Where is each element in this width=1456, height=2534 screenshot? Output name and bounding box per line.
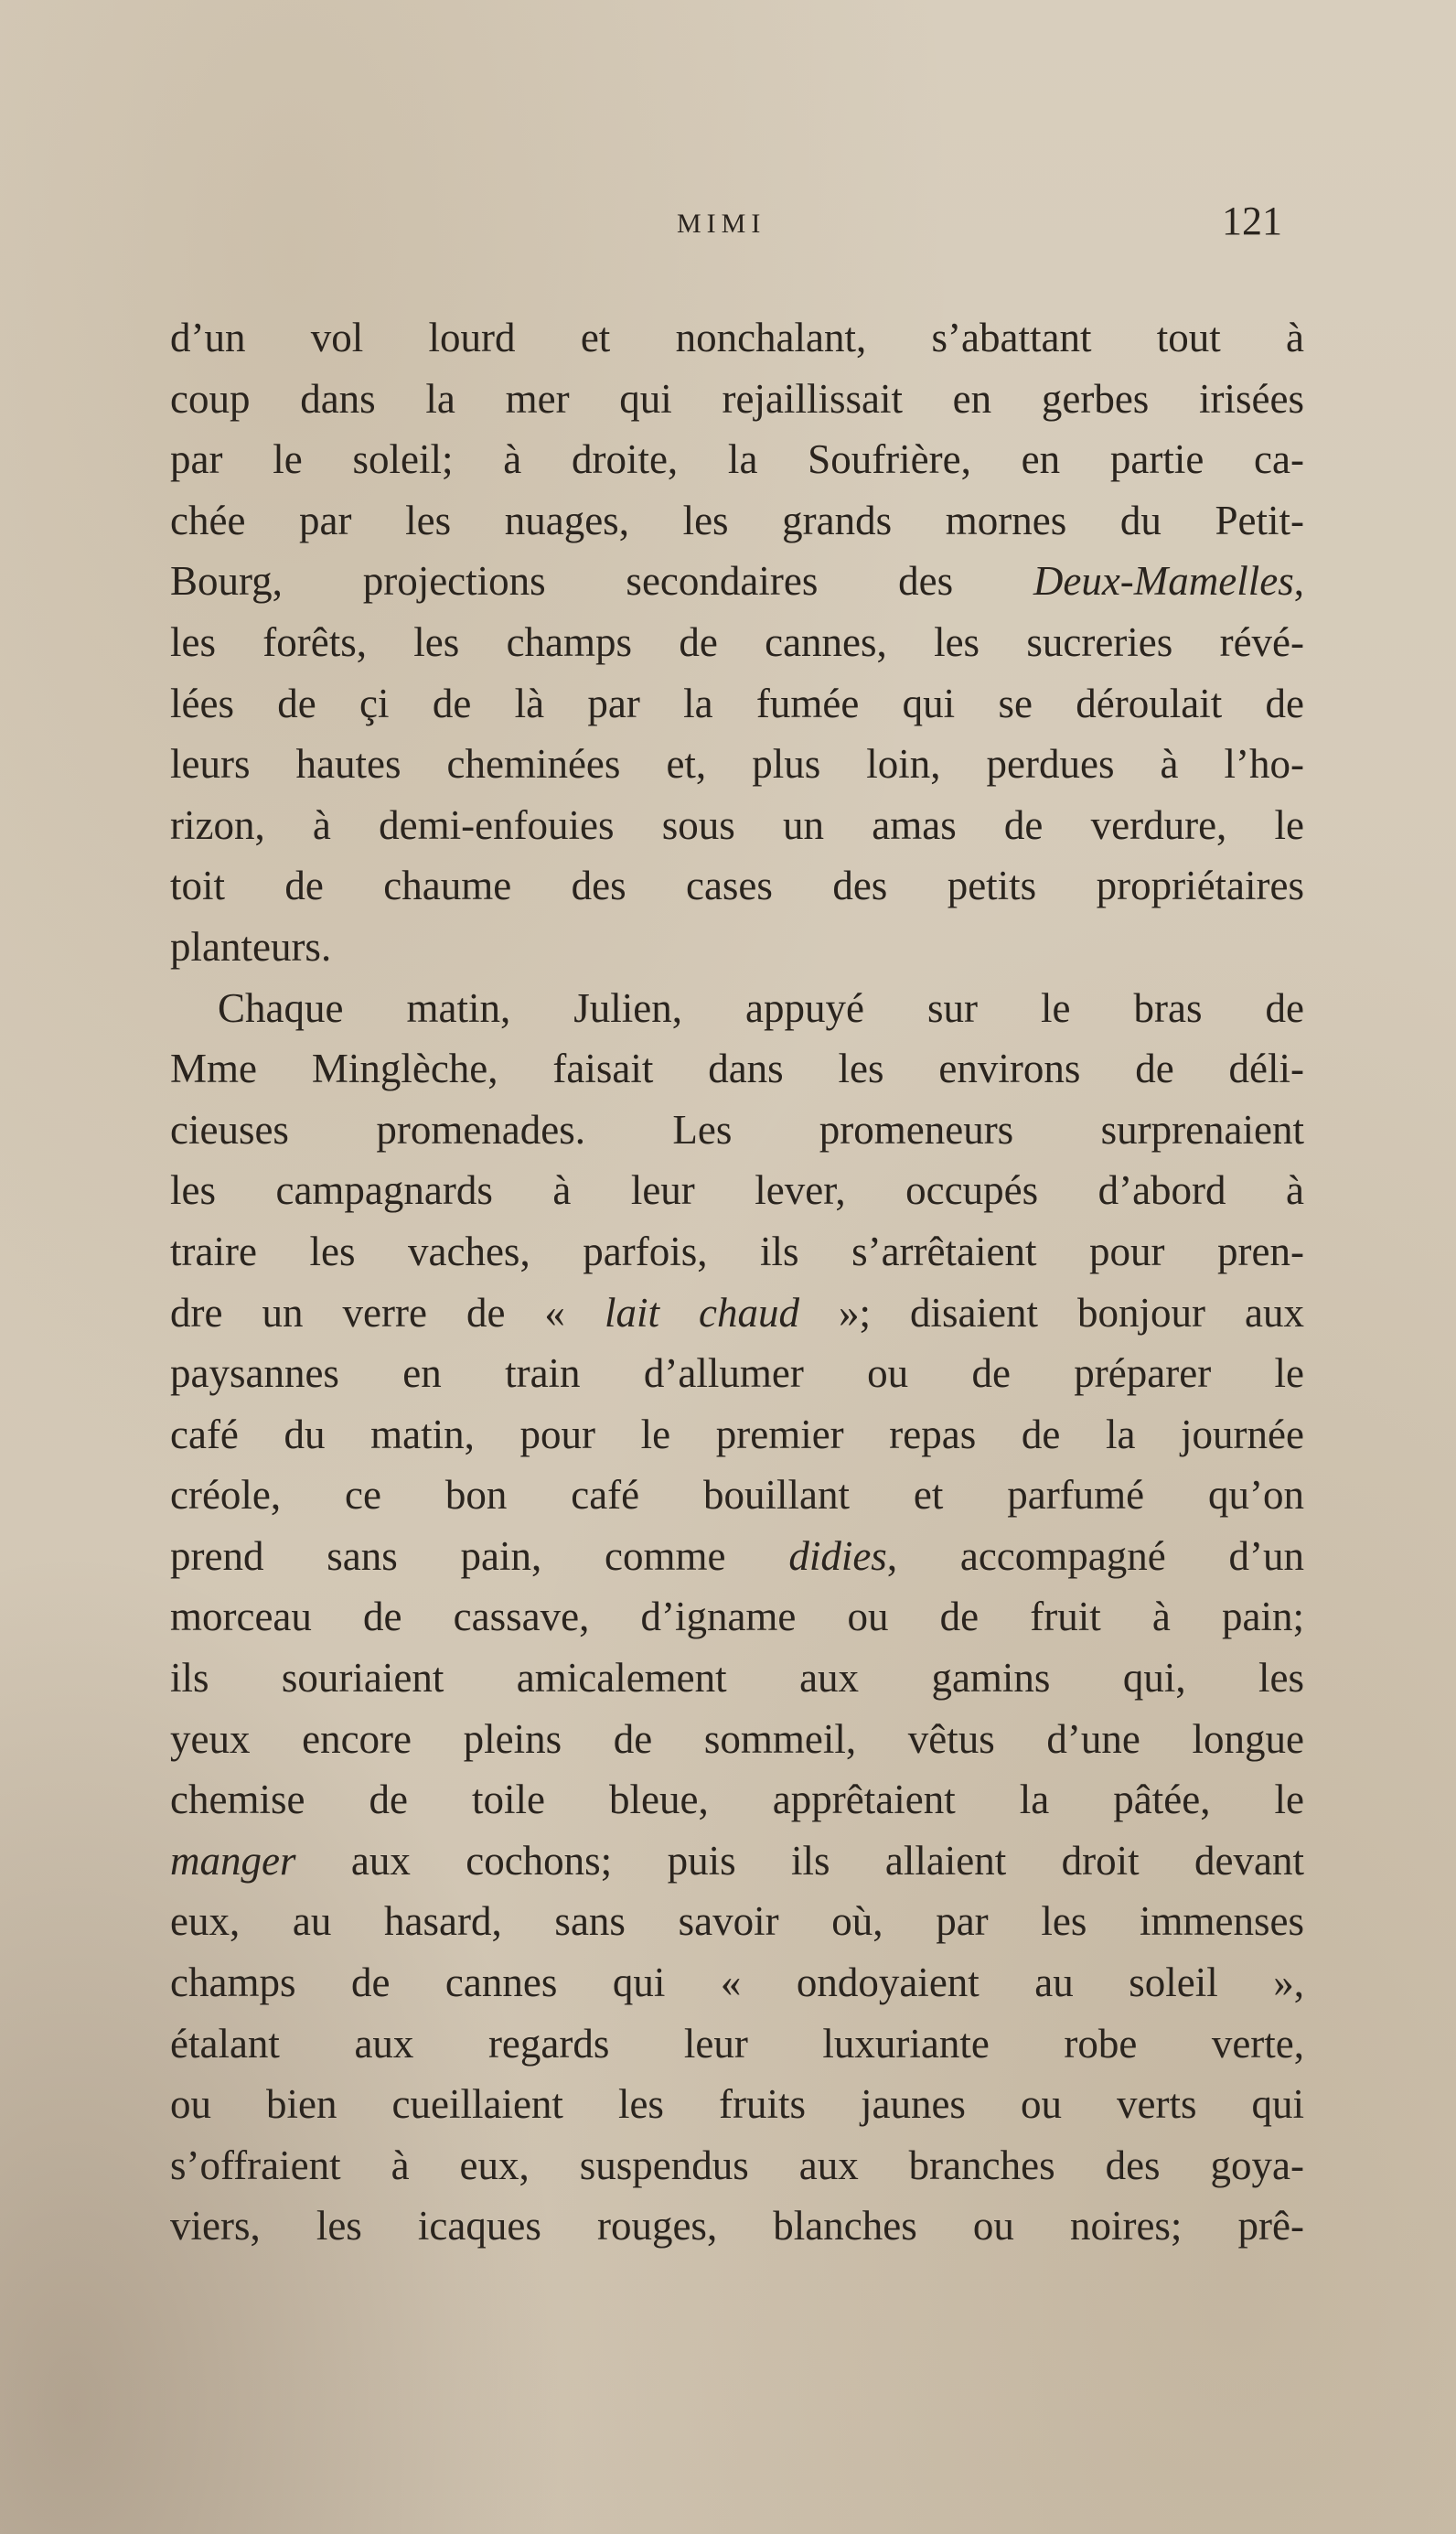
- text-line: [170, 1221, 1304, 1283]
- text-segment: étalant aux regards leur luxuriante robe verte,: [170, 2020, 1304, 2067]
- text-line: [170, 1952, 1304, 2013]
- text-segment: »; disaient bonjour aux: [798, 1289, 1305, 1336]
- text-line: [170, 795, 1304, 856]
- text-line: [170, 612, 1304, 673]
- page-number: 121: [1222, 199, 1282, 243]
- text-segment: chée par les nuages, les grands mornes du Petit-: [170, 497, 1304, 543]
- text-segment: morceau de cassave, d’igname ou de fruit à pain;: [170, 1594, 1304, 1640]
- text-segment: eux, au hasard, sans savoir où, par les immenses: [170, 1898, 1304, 1945]
- text-segment: , accompagné d’un: [886, 1532, 1304, 1579]
- running-head: [0, 199, 1456, 258]
- text-segment: aux cochons; puis ils allaient droit devant: [295, 1837, 1304, 1884]
- text-line: [170, 307, 1304, 369]
- text-line: [170, 429, 1304, 490]
- italic-text: didies: [788, 1532, 887, 1579]
- text-segment: d’un vol lourd et nonchalant, s’abattant tout à: [170, 315, 1304, 360]
- text-line: [170, 1586, 1304, 1648]
- text-line: [170, 2013, 1304, 2075]
- text-line: [170, 1831, 1304, 1892]
- text-segment: café du matin, pour le premier repas de la journée: [170, 1411, 1304, 1457]
- text-line: [170, 978, 1304, 1039]
- text-segment: toit de chaume des cases des petits propriétaires: [170, 863, 1304, 909]
- text-segment: yeux encore pleins de sommeil, vêtus d’une longue: [170, 1715, 1304, 1762]
- text-segment: planteurs.: [170, 923, 332, 970]
- text-line: [170, 917, 1304, 978]
- text-line: [170, 1100, 1304, 1161]
- text-segment: par le soleil; à droite, la Soufrière, en partie ca-: [170, 436, 1304, 483]
- text-segment: champs de cannes qui « ondoyaient au soleil »,: [170, 1960, 1304, 2006]
- text-segment: chemise de toile bleue, apprêtaient la pâtée, le: [170, 1777, 1304, 1823]
- text-segment: ou bien cueillaient les fruits jaunes ou verts qui: [170, 2081, 1304, 2128]
- text-line: [170, 551, 1304, 612]
- text-segment: paysannes en train d’allumer ou de préparer le: [170, 1350, 1304, 1397]
- text-line: [170, 1160, 1304, 1221]
- text-segment: rizon, à demi-enfouies sous un amas de verdure, le: [170, 801, 1304, 848]
- text-line: [170, 734, 1304, 795]
- text-segment: prend sans pain, comme: [170, 1532, 789, 1579]
- text-line: [170, 2135, 1304, 2196]
- text-segment: cieuses promenades. Les promeneurs surprenaient: [170, 1106, 1304, 1153]
- text-line: [170, 855, 1304, 917]
- body-text: [170, 307, 1304, 2257]
- text-line: [170, 2074, 1304, 2135]
- text-line: [170, 1038, 1304, 1100]
- text-line: [170, 1891, 1304, 1952]
- text-segment: ils souriaient amicalement aux gamins qui, les: [170, 1655, 1304, 1702]
- text-segment: dre un verre de «: [170, 1289, 605, 1336]
- text-segment: les campagnards à leur lever, occupés d’abord à: [170, 1167, 1304, 1214]
- text-line: [170, 490, 1304, 552]
- text-line: [170, 1526, 1304, 1587]
- text-segment: viers, les icaques rouges, blanches ou noires; prê-: [170, 2203, 1304, 2249]
- text-line: [170, 369, 1304, 430]
- italic-text: manger: [170, 1837, 296, 1884]
- text-line: [170, 1648, 1304, 1709]
- text-line: [170, 2196, 1304, 2257]
- text-segment: s’offraient à eux, suspendus aux branches des goya-: [170, 2142, 1304, 2188]
- text-line: [170, 1343, 1304, 1404]
- text-segment: créole, ce bon café bouillant et parfumé qu’on: [170, 1472, 1304, 1519]
- text-segment: traire les vaches, parfois, ils s’arrêtaient pour pren-: [170, 1228, 1304, 1274]
- text-line: [170, 1404, 1304, 1466]
- text-line: [170, 1465, 1304, 1526]
- italic-text: lait chaud: [604, 1289, 799, 1336]
- text-segment: lées de çi de là par la fumée qui se déroulait de: [170, 680, 1304, 726]
- text-segment: leurs hautes cheminées et, plus loin, perdues à l’ho-: [170, 741, 1304, 788]
- text-line: [170, 1709, 1304, 1770]
- text-segment: Mme Minglèche, faisait dans les environs de déli-: [170, 1046, 1304, 1092]
- text-segment: ,: [1293, 558, 1304, 605]
- text-line: [170, 673, 1304, 735]
- italic-text: Deux-Mamelles: [1033, 558, 1294, 605]
- text-line: [170, 1283, 1304, 1344]
- text-segment: coup dans la mer qui rejaillissait en gerbes irisées: [170, 375, 1304, 422]
- text-segment: Chaque matin, Julien, appuyé sur le bras de: [218, 984, 1304, 1031]
- text-segment: les forêts, les champs de cannes, les sucreries révé-: [170, 618, 1304, 665]
- running-title: MIMI: [677, 209, 766, 239]
- text-line: [170, 1769, 1304, 1831]
- text-segment: Bourg, projections secondaires des: [170, 558, 1033, 605]
